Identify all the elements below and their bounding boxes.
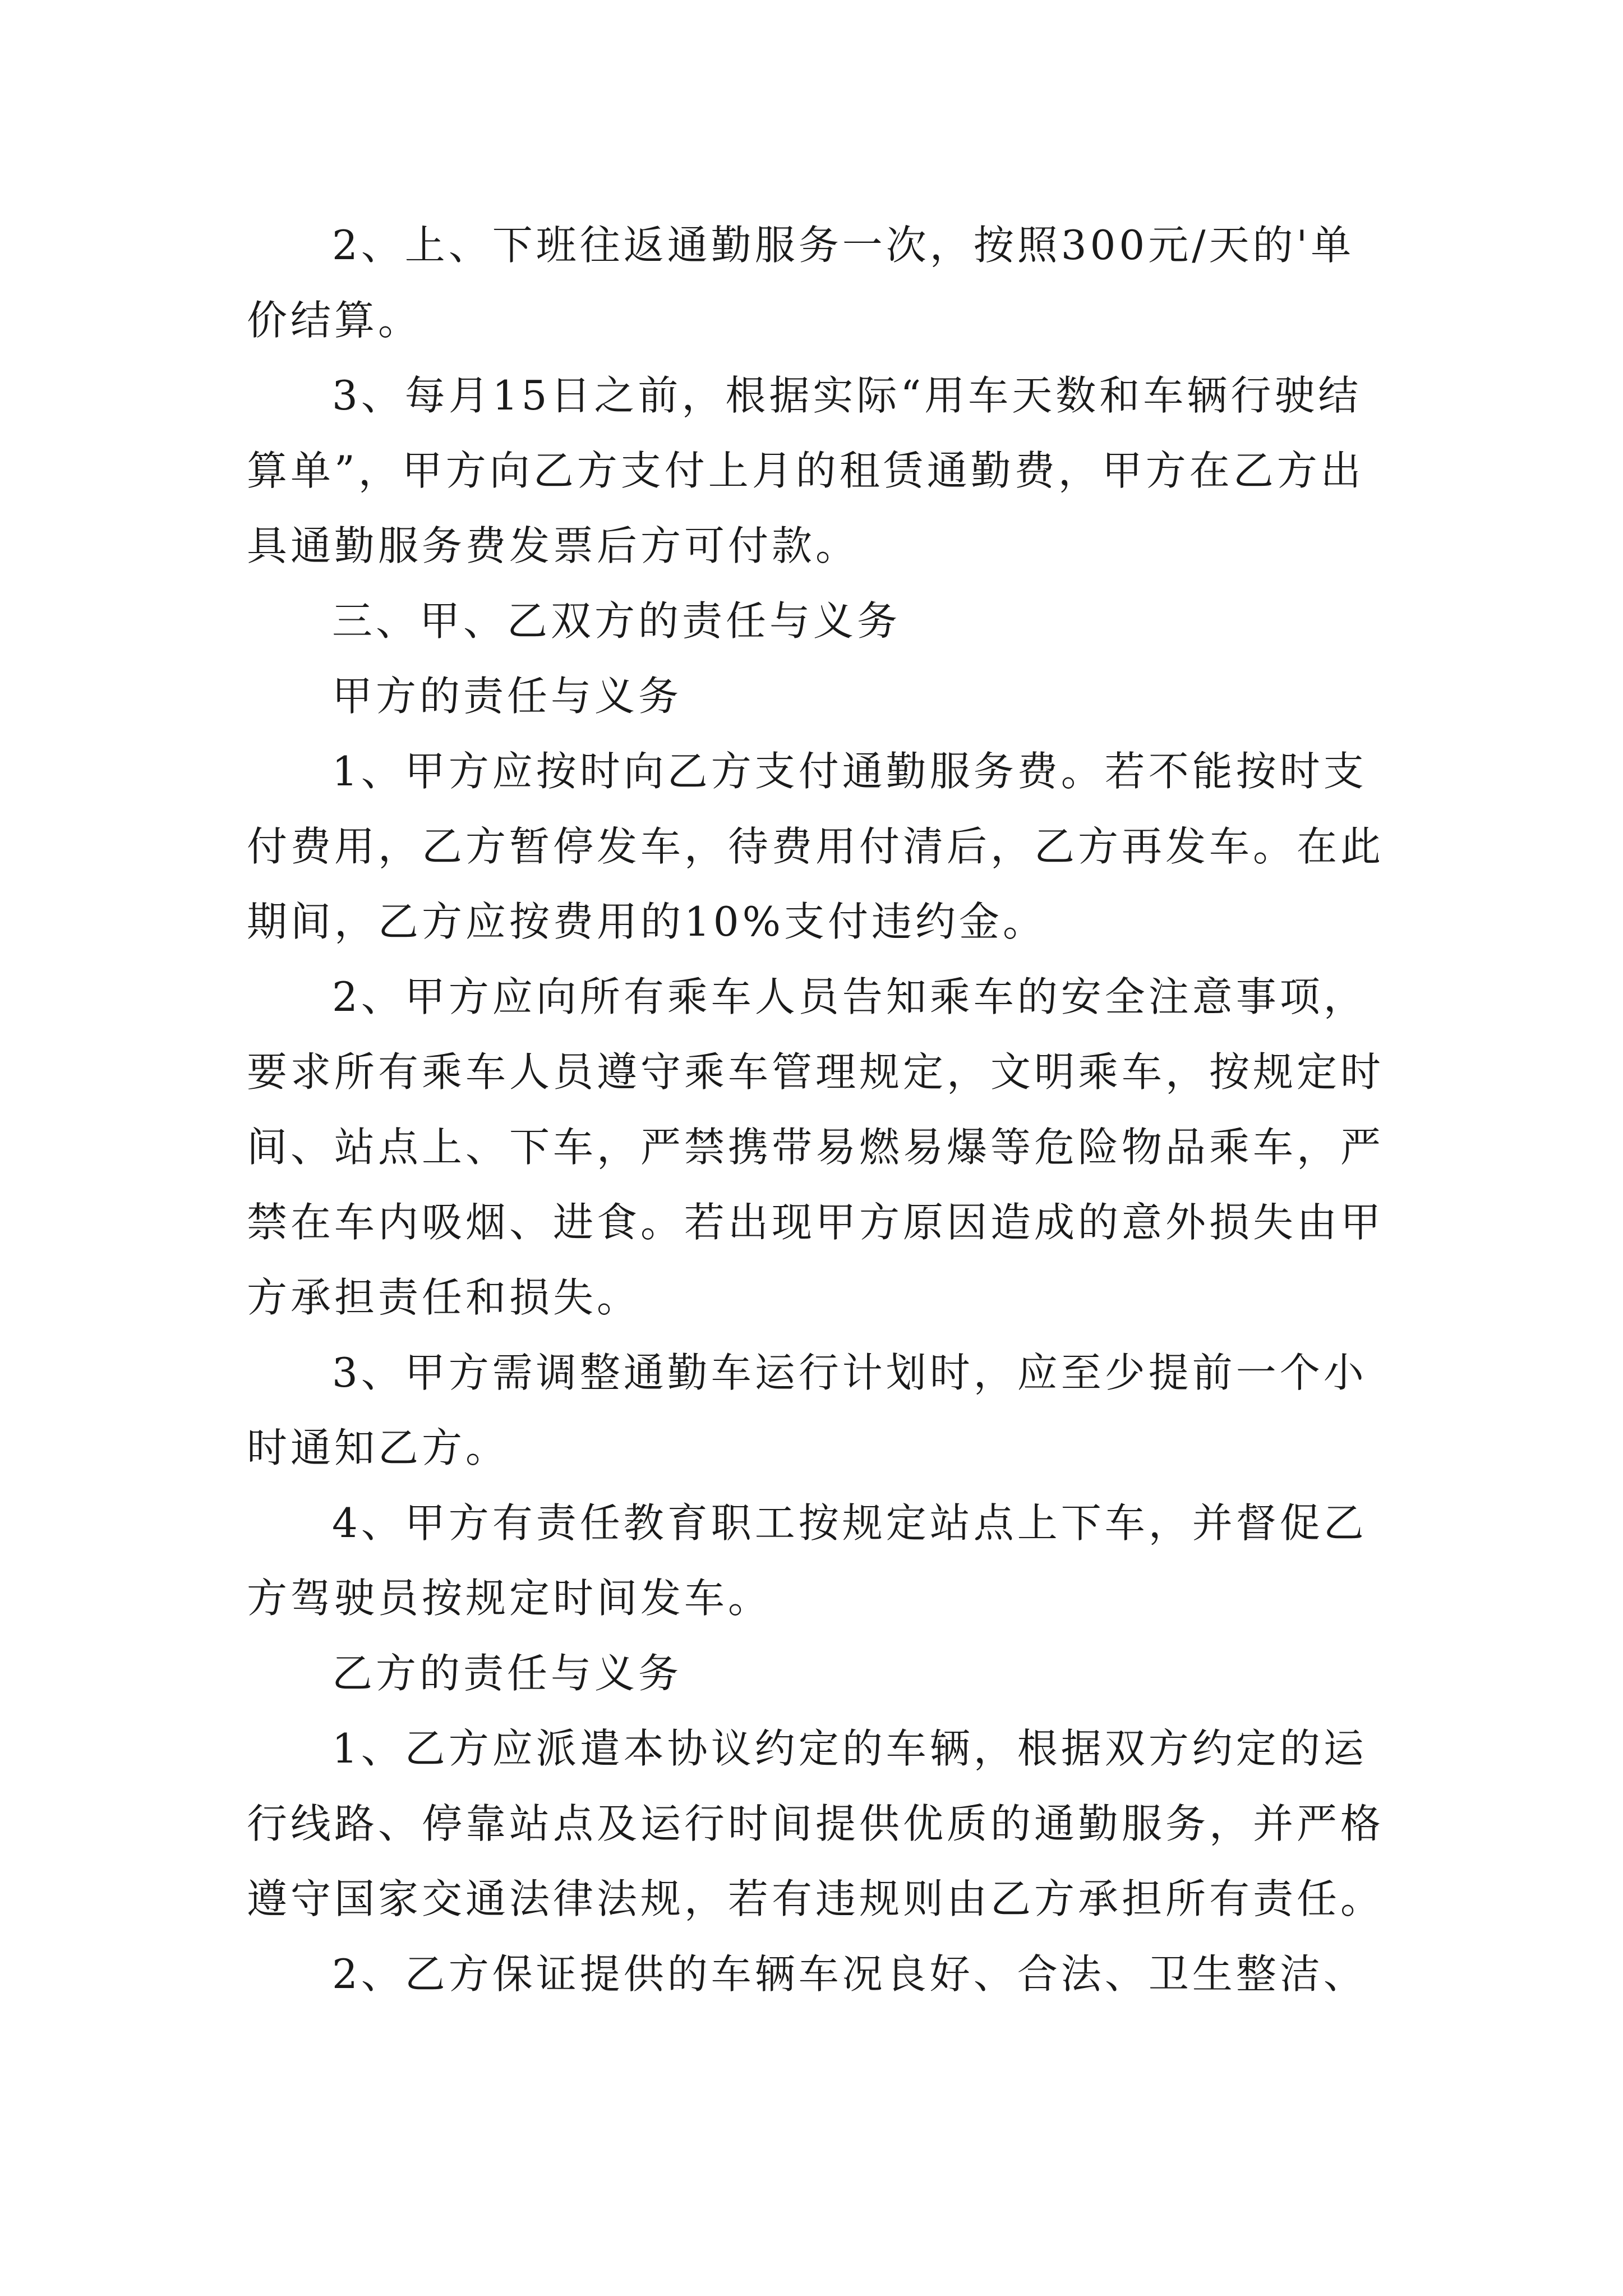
text-line: 遵守国家交通法律法规，若有违规则由乙方承担所有责任。	[247, 1875, 1385, 1922]
text-line: 具通勤服务费发票后方可付款。	[247, 522, 860, 569]
text-line: 3、每月15日之前，根据实际“用车天数和车辆行驶结	[332, 372, 1362, 419]
text-line: 方驾驶员按规定时间发车。	[247, 1575, 772, 1622]
text-line: 价结算。	[247, 297, 422, 344]
text-line: 期间，乙方应按费用的10%支付违约金。	[247, 898, 1047, 945]
text-line: 算单”，甲方向乙方支付上月的租赁通勤费，甲方在乙方出	[247, 447, 1364, 494]
subsection-heading: 甲方的责任与义务	[332, 673, 683, 720]
text-line: 行线路、停靠站点及运行时间提供优质的通勤服务，并严格	[247, 1800, 1385, 1847]
text-line: 时通知乙方。	[247, 1424, 510, 1471]
subsection-heading: 乙方的责任与义务	[332, 1650, 683, 1697]
text-line: 2、乙方保证提供的车辆车况良好、合法、卫生整洁、	[332, 1950, 1367, 1998]
text-line: 2、甲方应向所有乘车人员告知乘车的安全注意事项，	[332, 973, 1367, 1020]
text-line: 2、上、下班往返通勤服务一次，按照300元/天的'单	[332, 222, 1355, 269]
text-line: 间、站点上、下车，严禁携带易燃易爆等危险物品乘车，严	[247, 1124, 1385, 1171]
text-line: 4、甲方有责任教育职工按规定站点上下车，并督促乙	[332, 1499, 1367, 1547]
text-line: 1、甲方应按时向乙方支付通勤服务费。若不能按时支	[332, 748, 1367, 795]
text-line: 付费用，乙方暂停发车，待费用付清后，乙方再发车。在此	[247, 823, 1385, 870]
text-line: 3、甲方需调整通勤车运行计划时，应至少提前一个小	[332, 1349, 1367, 1396]
text-line: 要求所有乘车人员遵守乘车管理规定，文明乘车，按规定时	[247, 1048, 1385, 1096]
text-line: 1、乙方应派遣本协议约定的车辆，根据双方约定的运	[332, 1725, 1367, 1772]
text-line: 方承担责任和损失。	[247, 1274, 641, 1321]
text-line: 禁在车内吸烟、进食。若出现甲方原因造成的意外损失由甲	[247, 1199, 1385, 1246]
section-heading: 三、甲、乙双方的责任与义务	[332, 597, 901, 645]
body-text	[247, 208, 1391, 2012]
